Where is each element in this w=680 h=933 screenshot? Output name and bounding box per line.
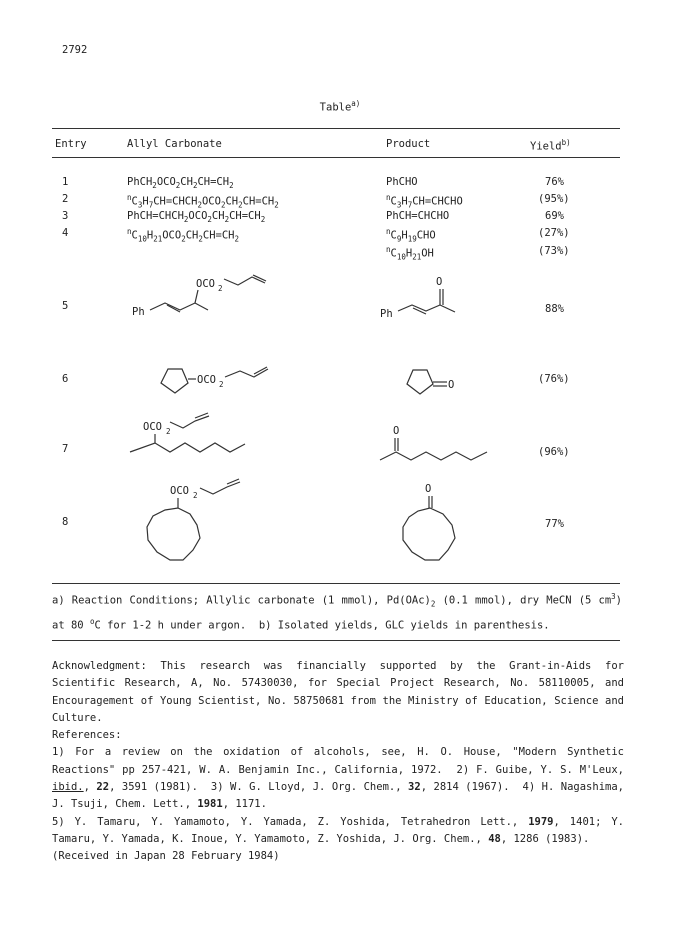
table-top-rule xyxy=(52,128,620,129)
product-3: PhCH=CHCHO xyxy=(386,210,450,222)
header-entry: Entry xyxy=(55,138,87,150)
product-1: PhCHO xyxy=(386,176,418,188)
header-allyl-carbonate: Allyl Carbonate xyxy=(127,138,222,150)
product-4a: $^nC_9H_{19}CHO$ xyxy=(386,227,436,244)
entry-8: 8 xyxy=(62,516,69,528)
yield-2: (95%) xyxy=(538,193,570,205)
product-5-structure xyxy=(380,265,480,325)
product-6-structure xyxy=(405,358,475,403)
yield-4a: (27%) xyxy=(538,227,570,239)
entry-2: 2 xyxy=(62,193,69,205)
carbonate-4: $^nC_{10}H_{21}OCO_2CH_2CH=CH_2$ xyxy=(127,227,240,244)
acknowledgment: Acknowledgment: This research was financially supported by the Grant-in-Aids for Scientific Research, A, No. 57430030, for Special Project Research, No. 58110005, and Encouragement of Young Scientist, No. 58750681 from the Ministry of Education, Science and Culture. xyxy=(52,660,624,724)
page-number: 2792 xyxy=(62,44,88,56)
entry-6: 6 xyxy=(62,373,69,385)
svg-text:2: 2 xyxy=(193,491,198,500)
yield-6: (76%) xyxy=(538,373,570,385)
yield-3: 69% xyxy=(545,210,564,222)
product-2: $^nC_3H_7CH=CHCHO$ xyxy=(386,193,463,210)
yield-4b: (73%) xyxy=(538,245,570,257)
svg-text:OCO: OCO xyxy=(196,278,215,290)
reference-block-2: 5) Y. Tamaru, Y. Yamamoto, Y. Yamada, Z. Yoshida, Tetrahedron Lett., 1979, 1401; Y. Tamaru, Y. Yamada, K. Inoue, Y. Yamamoto, Z. Yoshida, J. Org. Chem., 48, 1286 (1983). xyxy=(52,815,625,845)
table-header-rule xyxy=(52,157,620,158)
svg-text:OCO: OCO xyxy=(143,421,162,433)
entry-3: 3 xyxy=(62,210,69,222)
carbonate-5-structure xyxy=(120,255,280,325)
footnote-rule xyxy=(52,640,620,641)
entry-5: 5 xyxy=(62,300,69,312)
svg-text:O: O xyxy=(448,379,455,391)
entry-1: 1 xyxy=(62,176,69,188)
svg-text:2: 2 xyxy=(218,284,223,293)
back-matter xyxy=(52,658,624,866)
yield-7: (96%) xyxy=(538,446,570,458)
svg-text:O: O xyxy=(436,276,443,288)
carbonate-3: $PhCH=CHCH_2OCO_2CH_2CH=CH_2$ xyxy=(127,210,266,225)
table-bottom-rule xyxy=(52,583,620,584)
svg-text:Ph: Ph xyxy=(132,306,145,318)
table-footnote: a) Reaction Conditions; Allylic carbonate (1 mmol), $Pd(OAc)_2$ (0.1 mmol), dry MeCN (5 $cm^3$) at 80 $^o$C for 1-2 h under argon. b) Isolated yields, GLC yields in parenthesis. xyxy=(52,592,622,632)
yield-1: 76% xyxy=(545,176,564,188)
product-4b: $^nC_{10}H_{21}OH$ xyxy=(386,245,434,262)
product-8-structure xyxy=(395,480,475,575)
references-heading: References: xyxy=(52,729,122,742)
svg-text:OCO: OCO xyxy=(170,485,189,497)
header-product: Product xyxy=(386,138,431,150)
svg-text:Ph: Ph xyxy=(380,308,393,320)
product-7-structure xyxy=(375,418,495,468)
svg-text:2: 2 xyxy=(219,380,224,389)
carbonate-7-structure xyxy=(125,408,265,468)
entry-7: 7 xyxy=(62,443,69,455)
yield-8: 77% xyxy=(545,518,564,530)
svg-text:OCO: OCO xyxy=(197,374,216,386)
received-date: (Received in Japan 28 February 1984) xyxy=(52,850,280,863)
header-yield: Yield$^{b)}$ xyxy=(530,138,571,153)
svg-text:O: O xyxy=(393,425,400,437)
svg-text:2: 2 xyxy=(166,427,171,436)
table-title: Table$^{a)}$ xyxy=(319,99,361,114)
carbonate-8-structure xyxy=(135,478,275,573)
carbonate-1: $PhCH_2OCO_2CH_2CH=CH_2$ xyxy=(127,176,234,191)
svg-text:O: O xyxy=(425,483,432,495)
entry-4: 4 xyxy=(62,227,69,239)
carbonate-6-structure xyxy=(150,355,280,405)
carbonate-2: $^nC_3H_7CH=CHCH_2OCO_2CH_2CH=CH_2$ xyxy=(127,193,279,210)
yield-5: 88% xyxy=(545,303,564,315)
reference-block-1: 1) For a review on the oxidation of alcohols, see, H. O. House, "Modern Synthetic Reactions" pp 257-421, W. A. Benjamin Inc., California, 1972. 2) F. Guibe, Y. S. M'Leux, ibid., 22, 3591 (1981). 3) W. G. Lloyd, J. Org. Chem., 32, 2814 (1967). 4) H. Nagashima, J. Tsuji, Chem. Lett., 1981, 1171. xyxy=(52,746,624,811)
